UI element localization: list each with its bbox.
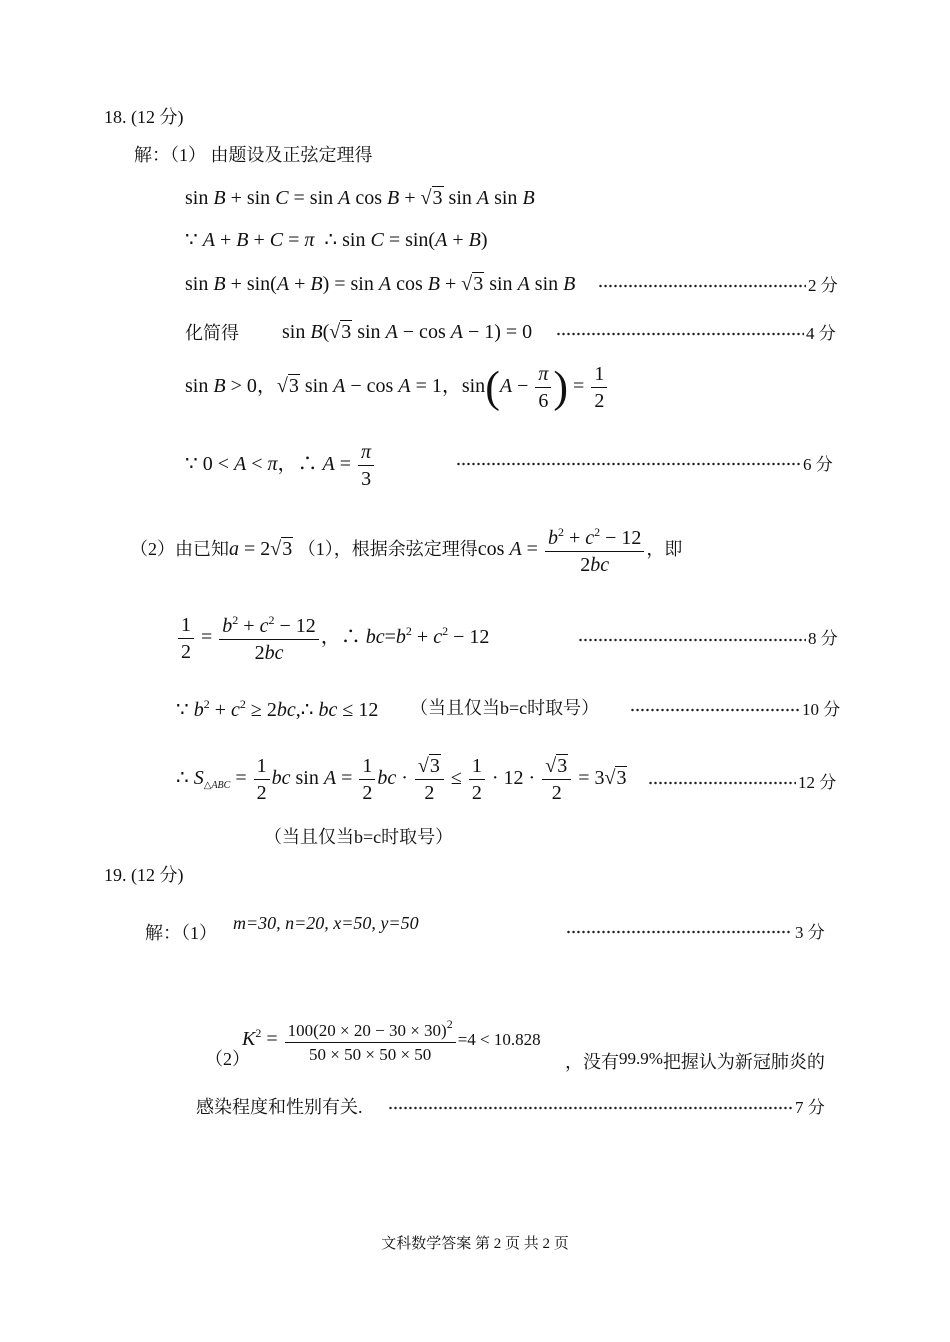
- k2-result: =4 < 10.828: [457, 1030, 541, 1050]
- conclusion-a: ，没有: [565, 1052, 619, 1072]
- score-12: 12 分: [798, 773, 837, 792]
- score-8: 8 分: [808, 629, 838, 648]
- equality-note: （当且仅当b=c时取号）: [410, 698, 600, 718]
- q19-part2-conclusion: [565, 1050, 825, 1071]
- q19-part2-conclusion-c: 感染程度和性别有关.: [196, 1097, 363, 1117]
- q18-header: 18. (12 分): [104, 107, 184, 127]
- score-4: 4 分: [806, 324, 836, 343]
- dot-leader: [630, 708, 800, 712]
- page-footer: 文科数学答案 第 2 页 共 2 页: [381, 1236, 569, 1252]
- q19-part1-label: 解：（1）: [145, 923, 217, 943]
- eq-area: ∴ $S_{\triangle ABC}$ = $\frac{1}{2}$ bc sin A = $\frac{1}{2}$ bc · $\frac{√3}{2}$ ≤ $\frac{1}{2}$ · 12 · $\frac{√3}{2}$ = 3√3: [176, 755, 627, 804]
- dot-leader: [648, 781, 796, 785]
- part2-tail: ，即: [646, 539, 683, 560]
- q19-part2-label: （2）: [205, 1049, 250, 1069]
- eq-angle-A: ∵ 0 < A < π，∴ A = $\frac{\pi}{3}$: [185, 442, 376, 489]
- eq-k-squared: $K^2$ = $\frac{100(20 \times 20 - 30 \times 30)^2}{50 \times 50 \times 50 \times 50}$ =4 < 10.828: [242, 1017, 541, 1064]
- equality-note-2: （当且仅当b=c时取号）: [264, 827, 454, 847]
- dot-leader: [556, 332, 804, 336]
- score-10: 10 分: [802, 700, 841, 719]
- dot-leader: [456, 462, 802, 466]
- simplify-label: 化简得: [185, 323, 239, 343]
- eq-inequality: ∵ $b^2 + c^2$ ≥ 2bc,∴ bc ≤ 12: [176, 697, 379, 721]
- score-7: 7 分: [795, 1098, 825, 1117]
- eq-simplified: sin B(√3 sin A − cos A − 1) = 0: [282, 321, 533, 343]
- eq-sine-law: sin B + sin C = sin A cos B + √3 sin A sin B: [185, 187, 535, 209]
- part2-label: （2）由已知: [130, 539, 229, 560]
- eq-substitute: sin B + sin(A + B) = sin A cos B + √3 sin A sin B: [185, 273, 576, 295]
- conclusion-b: 把握认为新冠肺炎的: [662, 1052, 825, 1072]
- score-3-text: 3 分: [795, 923, 825, 942]
- q18-part2: （2）由已知a = 2√3 （1），根据余弦定理得cos A = $\frac{b^2 + c^2 - 12}{2bc}$ ，即: [130, 525, 683, 576]
- score-2: 2 分: [808, 276, 838, 295]
- dot-leader: [388, 1106, 792, 1110]
- dot-leader: [566, 930, 792, 934]
- q18-part1-intro: 解：（1） 由题设及正弦定理得: [134, 145, 373, 165]
- percent-value: 99.9%: [619, 1049, 663, 1068]
- eq-angle-sum: ∵ A + B + C = π ∴ sin C = sin(A + B): [185, 229, 488, 251]
- q19-header: 19. (12 分): [104, 865, 184, 885]
- dot-leader: [578, 638, 806, 642]
- eq-sinB-positive: sin B > 0，√3 sin A − cos A = 1，sin(A − $\frac{\pi}{6}$ ) = $\frac{1}{2}$: [185, 364, 609, 411]
- dot-leader: [598, 284, 806, 288]
- eq-bc-relation: $\frac{1}{2}$ = $\frac{b^2 + c^2 - 12}{2bc}$ ，∴ $bc=b^2 + c^2 - 12$: [176, 614, 489, 663]
- q19-part1-values: m=30, n=20, x=50, y=50: [233, 913, 419, 933]
- score-3: [795, 924, 825, 941]
- part2-ref: （1），根据余弦定理得: [297, 539, 478, 560]
- score-6: 6 分: [803, 455, 833, 474]
